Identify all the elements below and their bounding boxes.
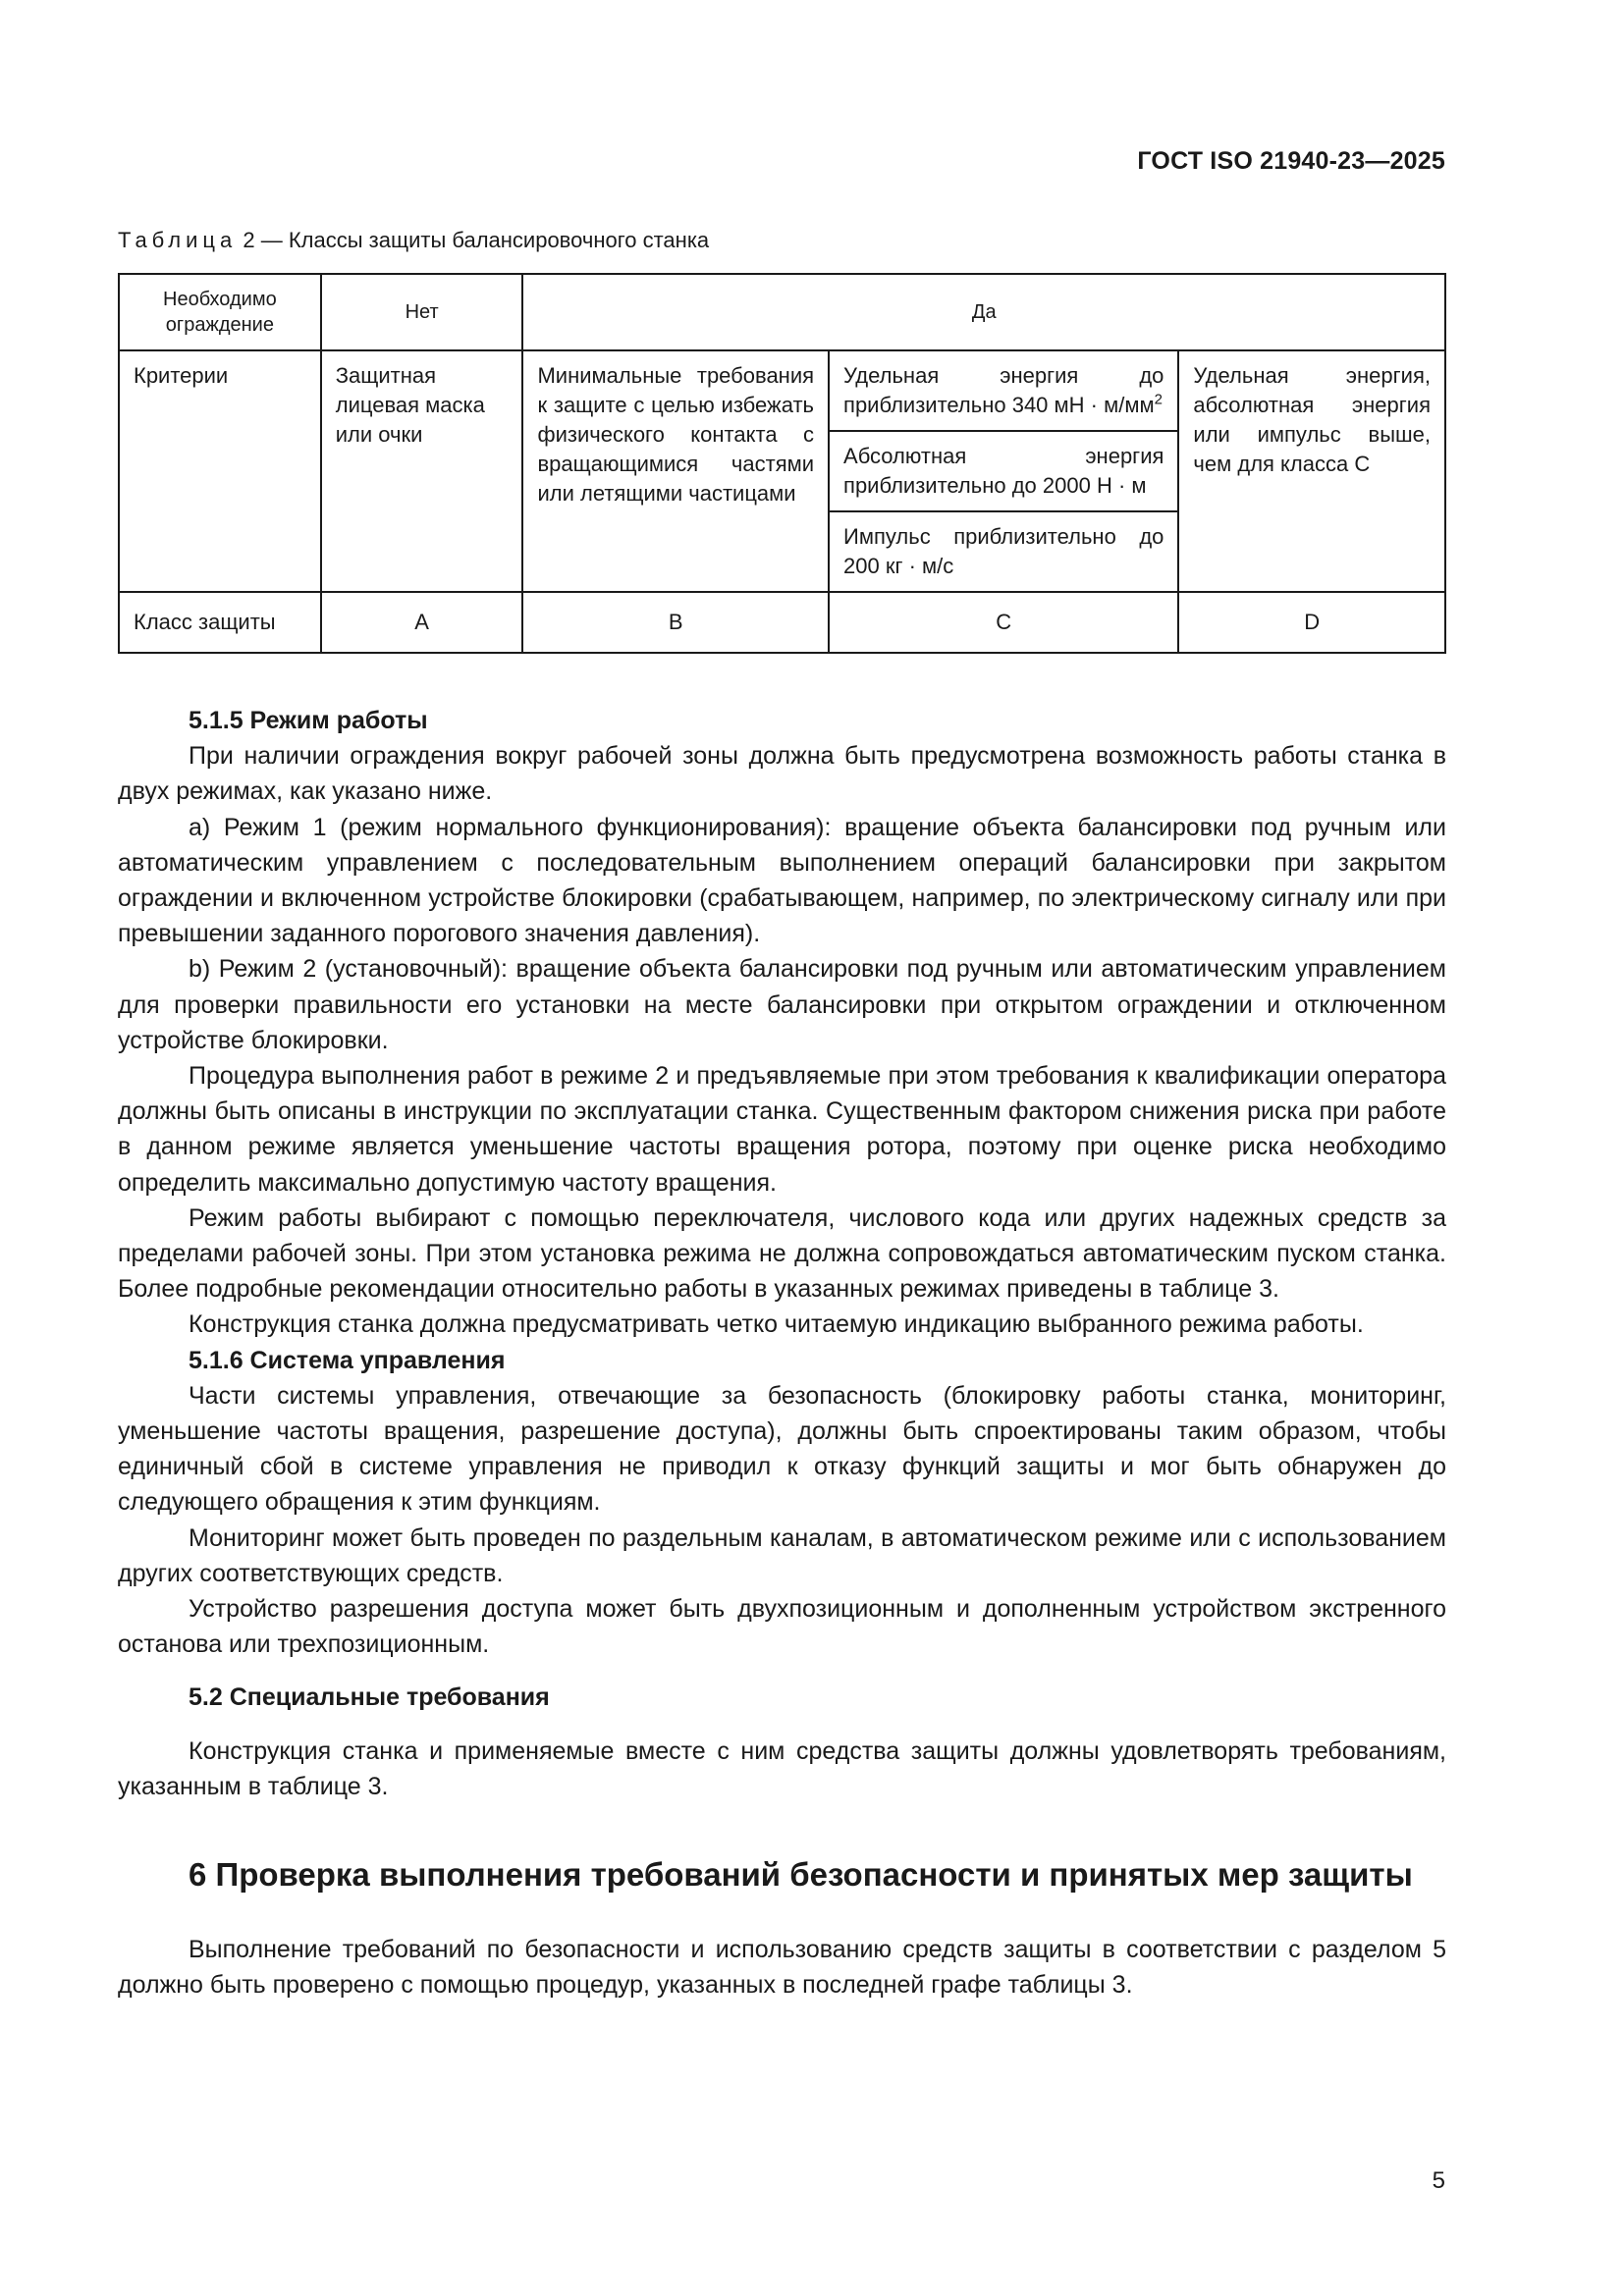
table-row [119,274,1445,350]
paragraph: b) Режим 2 (установочный): вращение объекта балансировки под ручным или автоматическим управлением для проверки правильности его установки на месте балансировки при открытом ограждении и отключенном устройстве блокировки. [118,955,1446,1054]
protection-classes-table [118,273,1446,654]
paragraph: При наличии ограждения вокруг рабочей зоны должна быть предусмотрена возможность работы станка в двух режимах, как указано ниже. [118,742,1446,806]
table-cell: Защитная лицевая маска или очки [321,350,523,592]
paragraph: Устройство разрешения доступа может быть двухпозиционным и дополненным устройством экстренного останова или трехпозиционным. [118,1595,1446,1659]
paragraph: а) Режим 1 (режим нормального функционирования): вращение объекта балансировки под ручным или автоматическим управлением с последовательным выполнением операций балансировки при закрытом ограждении и включенном устройстве блокировки (срабатывающем, например, по электрическому сигналу или при превышении заданного порогового значения давления). [118,813,1446,948]
table-row [119,350,1445,431]
table-cell-text: Удельная энергия до приблизительно 340 мН · м/мм [843,363,1164,417]
table-caption [118,228,709,253]
section-heading-6: 6 Проверка выполнения требований безопасности и принятых мер защиты [189,1856,1413,1894]
paragraph: Мониторинг может быть проведен по раздельным каналам, в автоматическом режиме или с использованием других соответствующих средств. [118,1523,1446,1587]
paragraph: Режим работы выбирают с помощью переключателя, числового кода или других надежных средств за пределами рабочей зоны. При этом установка режима не должна сопровождаться автоматическим пуском станка. Более подробные рекомендации относительно работы в указанных режимах приведены в таблице 3. [118,1203,1446,1304]
section-heading-5-1-5: 5.1.5 Режим работы [189,707,428,734]
table-caption-text: 2 — Классы защиты балансировочного станка [237,228,710,252]
table-cell: Удельная энергия, абсолютная энергия или импульс выше, чем для класса С [1178,350,1445,592]
table-cell: Да [522,274,1445,350]
table-cell: A [321,592,523,653]
table-cell: B [522,592,829,653]
paragraph: Процедура выполнения работ в режиме 2 и предъявляемые при этом требования к квалификации оператора должны быть описаны в инструкции по эксплуатации станка. Существенным фактором снижения риска при работе в данном режиме является уменьшение частоты вращения ротора, поэтому при оценке риска необходимо определить максимально допустимую частоту вращения. [118,1062,1446,1197]
paragraph: Части системы управления, отвечающие за безопасность (блокировку работы станка, мониторинг, уменьшение частоты вращения, разрешение доступа), должны быть спроектированы таким образом, чтобы единичный сбой в системе управления не приводил к отказу функций защиты и мог быть обнаружен до следующего обращения к этим функциям. [118,1381,1446,1517]
table-cell: D [1178,592,1445,653]
section-heading-5-1-6: 5.1.6 Система управления [189,1346,506,1374]
table-row [119,592,1445,653]
paragraph: Выполнение требований по безопасности и использованию средств защиты в соответствии с разделом 5 должно быть проверено с помощью процедур, указанных в последней графе таблицы 3. [118,1936,1446,2000]
table-cell: Нет [321,274,523,350]
page-number: 5 [1432,2167,1445,2194]
document-body [118,703,1446,2003]
table-cell-row-label: Необходимо ограждение [119,274,321,350]
paragraph: Конструкция станка должна предусматривать четко читаемую индикацию выбранного режима работы. [189,1310,1364,1339]
table-cell: Минимальные требования к защите с целью избежать физического контакта с вращающимися частями или летящими частицами [522,350,829,592]
table-caption-label: Таблица [118,228,238,252]
section-heading-5-2: 5.2 Специальные требования [189,1683,550,1712]
table-cell [829,350,1178,431]
table-cell: Импульс приблизительно до 200 кг · м/с [829,511,1178,592]
table-cell: Абсолютная энергия приблизительно до 2000 Н · м [829,431,1178,511]
table-cell: C [829,592,1178,653]
superscript: 2 [1154,391,1163,408]
table-cell-row-label: Критерии [119,350,321,592]
paragraph: Конструкция станка и применяемые вместе с ним средства защиты должны удовлетворять требованиям, указанным в таблице 3. [118,1736,1446,1800]
document-header-id: ГОСТ ISO 21940-23—2025 [1137,147,1445,175]
table-cell-row-label: Класс защиты [119,592,321,653]
